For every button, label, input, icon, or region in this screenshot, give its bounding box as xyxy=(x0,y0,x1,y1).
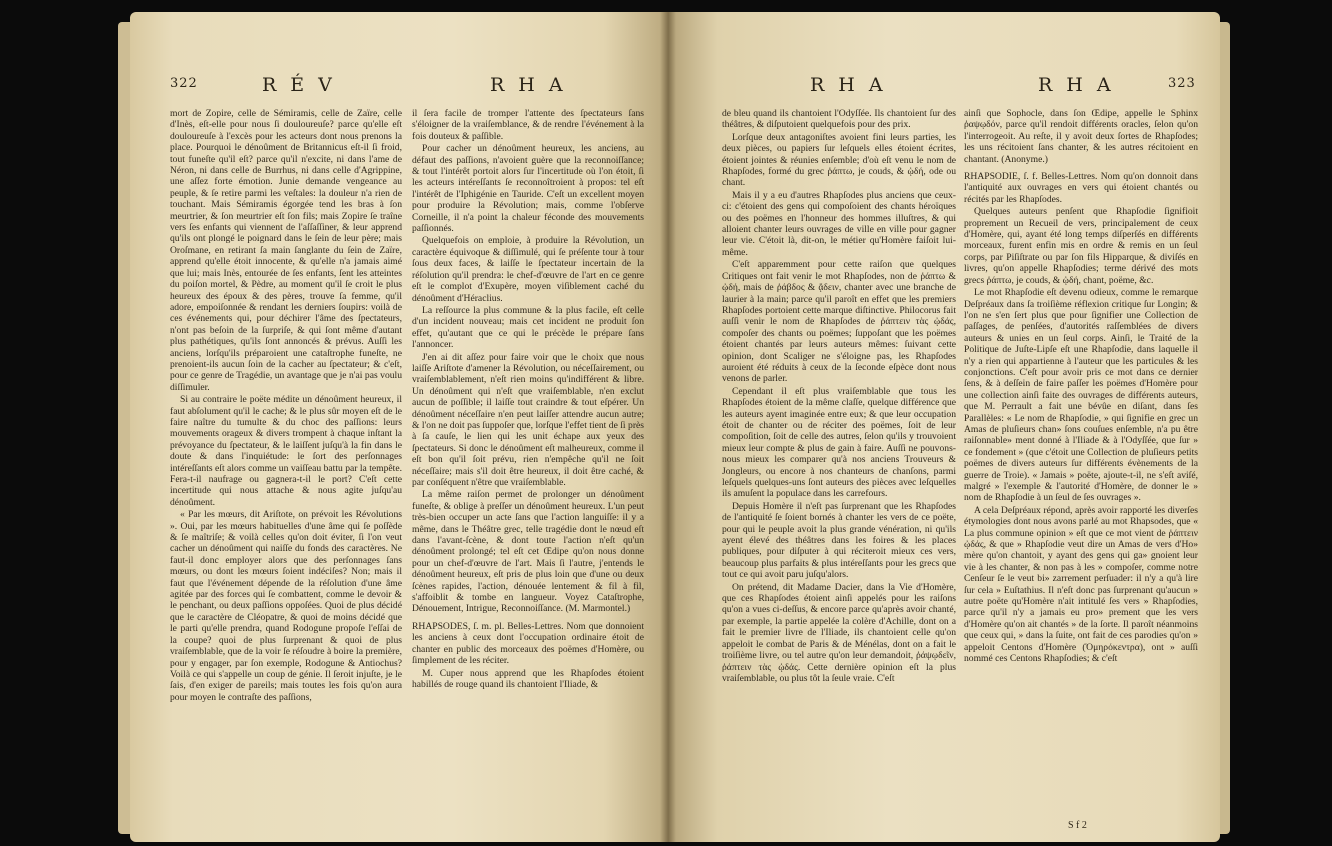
paragraph: Pour cacher un dénoûment heureux, les anciens, au défaut des paſſions, n'avoient guère que la reconnoiſſance; & tout l'intérêt portoit alors ſur l'incertitude où l'on étoit, ſi les acteurs intéreſſants ſe reconnoîtroient à propos: tel eſt l'intérêt de l'Iphigénie en Tauride. C'eſt un excellent moyen pour produire la Révolution; mais, comme l'obſerve Corneille, il n'a point la chaleur féconde des mouvements paſſionnés. xyxy=(412,143,644,235)
paragraph: il ſera facile de tromper l'attente des ſpectateurs ſans s'éloigner de la vraiſemblance, & de rendre l'événement à la fois douteux & paſſible. xyxy=(412,108,644,142)
entry-rhapsodie: RHAPSODIE, ſ. f. Belles-Lettres. Nom qu'on donnoit dans l'antiquité aux ouvrages en vers qui étoient chantés ou récités par les Rhapſodes. xyxy=(964,171,1198,205)
paragraph: Cependant il eſt plus vraiſemblable que tous les Rhapſodes étoient de la même claſſe, quelque différence que les auteurs ayent imaginée entre eux; & que leur occupation étoit de chanter ou de réciter des poëmes, ſoit de leur compoſition, ſoit de celle des autres, ſelon qu'ils y trouvoient mieux leur compte & plus de gain à faire. Auſſi ne pouvons-nous mieux les comparer qu'à nos anciens Trouveurs & Jongleurs, ou encore à nos chanteurs de chanſons, parmi leſquels quelques-uns ſont auteurs des pièces avec leſquelles ils amuſent la populace dans les carrefours. xyxy=(722,385,956,500)
running-head-right-b: RHA xyxy=(1038,74,1125,96)
running-head-left-a: RÉV xyxy=(262,74,346,96)
paragraph: C'eſt apparemment pour cette raiſon que quelques Critiques ont fait venir le mot Rhapſodes, non de ῥάπτω & ᾠδή, mais de ῥάβδος & ᾄδειν, chanter avec une branche de laurier à la main; parce qu'il paroît en effet que les premiers Rhapſodes portoient cette marque diſtinctive. Philocorus fait auſſi venir le nom de Rhapſodes de ῥάπτειν τὰς ᾠδάς, compoſer des chants ou poëmes; ſuppoſant que les poëmes étoient chantés par leurs auteurs mêmes: ſuivant cette opinion, dont Scaliger ne s'éloigne pas, les Rhapſodes auroient été réduits à ceux de la ſeconde eſpèce dont nous venons de parler. xyxy=(722,259,956,385)
paragraph: Depuis Homère il n'eſt pas ſurprenant que les Rhapſodes de l'antiquité ſe ſoient bornés à chanter les vers de ce poëte, pour qui le peuple avoit la plus grande vénération, ni qu'ils ayent élevé des théâtres dans les foires & les places publiques, pour diſputer à qui réciteroit mieux ces vers, beaucoup plus parfaits & plus intéreſſants pour les grecs que tout ce qui avoit paru juſqu'alors. xyxy=(722,500,956,581)
paragraph: On prétend, dit Madame Dacier, dans la Vie d'Homère, que ces Rhapſodes étoient ainſi appelés pour les raiſons qu'on a vues ci-deſſus, & encore parce qu'après avoir chanté, par exemple, la partie appelée la colère d'Achille, dont on a fait le premier livre de l'Iliade, ils chantoient celle qu'on appeloit le combat de Paris & de Ménélas, dont on a fait le troiſième livre, ou tel autre qu'on leur demandoit, ῥάψῳδεῖν, ῥάπτειν τὰς ᾠδάς. Cette dernière opinion eſt la plus vraiſemblable, ou plus tôt la ſeule vraie. C'eſt xyxy=(722,581,956,684)
running-head-left-b: RHA xyxy=(490,74,577,96)
running-head-right-a: RHA xyxy=(810,74,897,96)
paragraph: M. Cuper nous apprend que les Rhapſodes étoient habillés de rouge quand ils chantoient l'Iliade, & xyxy=(412,667,644,690)
paragraph: de bleu quand ils chantoient l'Odyſſée. Ils chantoient ſur des théâtres, & diſputoient quelquefois pour des prix. xyxy=(722,108,956,131)
page-number-left: 322 xyxy=(170,76,198,91)
left-page xyxy=(130,12,668,842)
paragraph: A cela Deſpréaux répond, après avoir rapporté les diverſes étymologies dont nous avons parlé au mot Rhapsodes, que « La plus commune opinion » eſt que ce mot vient de ῥάπτειν ᾠδάς, & que » Rhapſodie veut dire un Amas de vers d'Ho» mère qu'on chantoit, y ayant des gens qui ga» gnoient leur vie à les chanter, & non pas à les » compoſer, comme notre Cenſeur ſe le veut bi» zarrement perſuader: il n'y a qu'à lire ſur cela » Euſtathius. Il n'eſt donc pas ſurprenant qu'aucun » autre poëte qu'Homère n'ait intitulé ſes vers » Rhapſodies, parce qu'il n'y a jamais eu pro» prement que les vers d'Homère qu'on ait chantés » de la ſorte. Il paroît néanmoins que ceux qui, » dans la ſuite, ont fait de ces parodies qu'on » appeloit Centons d'Homère (Ὁμηρόκεντρα), ont » auſſi nommé ces Centons Rhapſodies; & c'eſt xyxy=(964,504,1198,665)
paragraph: Quelquefois on emploie, à produire la Révolution, un caractère équivoque & diſſimulé, qui ſe préſente tour à tour ſous deux faces, & laiſſe le ſpectateur incertain de la réſolution qu'il prendra: le chef-d'œuvre de l'art en ce genre eſt le complot d'Exupère, moyen viſiblement caché du dénoûment d'Héraclius. xyxy=(412,235,644,304)
paragraph: « Par les mœurs, dit Ariſtote, on prévoit les Révolutions ». Oui, par les mœurs habituelles d'une âme qui ſe poſſède & ſe maîtriſe; & voilà celles qu'on doit éviter, ſi l'on veut cacher un dénoûment qui naiſſe du fonds des caractères. Ne faut-il donc employer alors que des perſonnages ſans mœurs, ou dont les mœurs ſoient indéciſes? Non; mais il faut que l'événement dépende de la réſolution d'une âme agitée par des forces qui ſe combattent, comme le devoir & le penchant, ou deux paſſions oppoſées. Quoi de plus décidé que le caractère de Cléopatre, & quoi de moins décidé que le parti qu'elle prendra, quand Rodogune propoſe l'eſſai de la coupe? quoi de plus ſurprenant & quoi de plus vraiſemblable, que de la voir ſe réſoudre à boire la première, pour y engager, par ſon exemple, Rodogune & Antiochus? Voilà ce qui s'appelle un coup de génie. Il ſeroit injuſte, je le ſais, d'en exiger de pareils; mais toutes les fois qu'on aura pour moyen le contraſte des paſſions, xyxy=(170,509,402,703)
signature-mark: S f 2 xyxy=(1068,820,1087,831)
entry-rhapsodes: RHAPSODES, ſ. m. pl. Belles-Lettres. Nom que donnoient les anciens à ceux dont l'occupation ordinaire étoit de chanter en public des morceaux des poëmes d'Homère, ou ſimplement de les réciter. xyxy=(412,620,644,667)
paragraph: ainſi que Sophocle, dans ſon Œdipe, appelle le Sphinx ῥαψῳδόν, parce qu'il rendoit différents oracles, ſelon qu'on l'interrogeoit. Au reſte, il y avoit deux ſortes de Rhapſodes; les uns récitoient ſans chanter, & les autres récitoient en chantant. (Anonyme.) xyxy=(964,108,1198,165)
page-number-right: 323 xyxy=(1168,76,1196,91)
right-page-column-2 xyxy=(964,108,1198,666)
paragraph: La reſſource la plus commune & la plus facile, eſt celle d'un incident nouveau; mais cet incident ne produit ſon effet, qu'autant que ce qui le précède le prépare ſans l'annoncer. xyxy=(412,304,644,351)
paragraph: Lorſque deux antagoniſtes avoient fini leurs parties, les deux pièces, ou papiers ſur leſquels elles étoient écrites, étoient jointes & réunies enſemble; d'où eſt venu le nom de Rhapſodes, formé du grec ῥάπτω, je couds, & ᾠδή, ode ou chant. xyxy=(722,131,956,189)
paragraph: J'en ai dit aſſez pour faire voir que le choix que nous laiſſe Ariſtote d'amener la Révolution, ou néceſſairement, ou vraiſemblablement, n'eſt rien moins qu'indifférent & libre. Un dénoûment qui n'eſt que vraiſemblable, n'en exclut aucun de poſſible; il laiſſe tout craindre & tout eſpérer. Un dénoûment néceſſaire n'en peut laiſſer attendre aucun autre; & l'on ne doit pas ſuppoſer que, lorſque l'effet tient de ſi près à ſa cauſe, le lien qui les unit échape aux yeux des ſpectateurs. Si donc le dénoûment eſt malheureux, comme il eſt bon qu'il ſoit prévu, rien n'empêche qu'il ne ſoit néceſſaire; mais s'il doit être heureux, il doit être caché, & par conſéquent n'être que vraiſemblable. xyxy=(412,351,644,488)
right-page-column-1 xyxy=(722,108,956,685)
paragraph: Quelques auteurs penſent que Rhapſodie ſignifioit proprement un Recueil de vers, principalement de ceux d'Homère, qui, ayant été long temps diſperſés en différents morceaux, furent enfin mis en ordre & remis en un ſeul corps, par Piſiſtrate ou par ſon fils Hipparque, & diviſés en livres, qu'on appelle Rhapſodies; terme dérivé des mots grecs ῥάπτω, je couds, & ᾠδή, chant, poëme, &c. xyxy=(964,206,1198,286)
book-gutter xyxy=(660,12,676,842)
left-page-column-2 xyxy=(412,108,644,691)
left-page-column-1 xyxy=(170,108,402,704)
paragraph: mort de Zopire, celle de Sémiramis, celle de Zaïre, celle d'Inès, eſt-elle pour nous ſi douloureuſe? parce qu'elle eſt douloureuſe à l'excès pour les acteurs dont nous prenons la place. Pourquoi le dénoûment de Britannicus eſt-il ſi froid, tout funeſte qu'il eſt? parce qu'il n'excite, ni dans l'ame de Néron, ni dans celle de Burrhus, ni dans celle d'Agrippine, une aſſez forte émotion. Junie demande vengeance au peuple, & ſe retire parmi les veſtales: la douleur n'a rien de touchant. Mais Sémiramis égorgée tend les bras à ſon meurtrier, & ſon meurtrier eſt ſon fils; mais Zopire ſe traîne vers ſes enfants qui viennent de l'aſſaſſiner, & leur apprend qu'ils ont plongé le poignard dans le ſein de leur père; mais Oroſmane, en retirant ſa main ſanglante du ſein de Zaïre, apprend qu'elle étoit innocente, & qu'elle n'a jamais aimé que lui; mais Inès, entourée de ſes enfants, ſent les atteintes du poiſon mortel, & Pèdre, au moment qu'il ſe croit le plus heureux des époux & des pères, trouve ſa femme, qu'il adore, empoiſonnée & rendant les derniers ſoupirs: voilà de ces événements qui, pour déchirer l'âme des ſpectateurs, n'ont pas beſoin de la ſurpriſe, & qui ſont même d'autant plus pathétiques, qu'ils ſont annoncés & prévus. Auſſi les anciens, lorſqu'ils préparoient une cataſtrophe funeſte, ne prenoient-ils aucun ſoin de la cacher au ſpectateur; & c'eſt, pour ce genre de Tragédie, un avantage que je n'ai pas voulu diſſimuler. xyxy=(170,108,402,393)
paragraph: Si au contraire le poëte médite un dénoûment heureux, il faut abſolument qu'il le cache; & le plus sûr moyen eſt de le faire naître du tumulte & du choc des paſſions: leurs mouvements orageux & divers trompent à chaque inſtant la prévoyance du ſpectateur, & le laiſſent juſqu'à la fin dans le doute & dans l'inquiétude: le ſort des perſonnages intéreſſants eſt alors comme un vaiſſeau battu par la tempête. Fera-t-il naufrage ou gagnera-t-il le port? C'eſt cette incertitude qui nous attache & nous agite juſqu'au dénoûment. xyxy=(170,394,402,508)
right-page xyxy=(668,12,1220,842)
paragraph: Mais il y a eu d'autres Rhapſodes plus anciens que ceux-ci: c'étoient des gens qui compoſoient des chants héroïques ou des poëmes en l'honneur des hommes illuſtres, & qui alloient chanter leurs ouvrages de ville en ville pour gagner leur vie. C'étoit là, dit-on, le métier qu'Homère faiſoit lui-même. xyxy=(722,189,956,258)
paragraph: Le mot Rhapſodie eſt devenu odieux, comme le remarque Deſpréaux dans ſa troiſième réflexion critique ſur Longin; & l'on ne s'en ſert plus que pour ſignifier une Collection de paſſages, de penſées, d'autorités raſſemblées de divers auteurs & unies en un ſeul corps. Ainſi, le Traité de la Politique de Juſte-Lipſe eſt une Rhapſodie, dans laquelle il n'y a rien qui appartienne à l'auteur que les particules & les conjonctions. C'eſt pour avoir pris ce mot dans ce dernier ſens, & à deſſein de faire paſſer les poëmes d'Homère pour une collection ainſi faite des ouvrages de différents auteurs, que M. Perrault a fait une bévûe en diſant, dans ſes Parallèles: « Le nom de Rhapſodie, » qui ſignifie en grec un Amas de pluſieurs chan» ſons couſues enſemble, n'a pu être raiſonnable» ment donné à l'Iliade & à l'Odyſſée, que ſur » ce fondement » (que c'étoit une Collection de pluſieurs petits poëmes de divers auteurs ſur différents évènements de la guerre de Troie). « Jamais » poëte, ajoute-t-il, ne s'eſt aviſé, malgré » l'exemple & l'autorité d'Homère, de donner le » nom de Rhapſodie à un ſeul de ſes ouvrages ». xyxy=(964,287,1198,504)
paragraph: La même raiſon permet de prolonger un dénoûment funeſte, & oblige à preſſer un dénoûment heureux. L'un peut très-bien occuper un acte ſans que l'action languiſſe: il y a même, dans le Théâtre grec, telle tragédie dont le nœud eſt dans l'avant-ſcène, & dont toute l'action n'eſt qu'un dénoûment prolongé; tel eſt cet Œdipe qu'on nous donne pour un chef-d'œuvre de l'art. Mais ſi l'autre, j'entends le dénoûment heureux, eſt pris de plus loin que d'une ou deux ſcènes rapides, l'action, dénouée lentement & fil à fil, s'affoiblit & tombe en langueur. Voyez Cataſtrophe, Dénouement, Intrigue, Reconnoiſſance. (M. Marmontel.) xyxy=(412,489,644,615)
